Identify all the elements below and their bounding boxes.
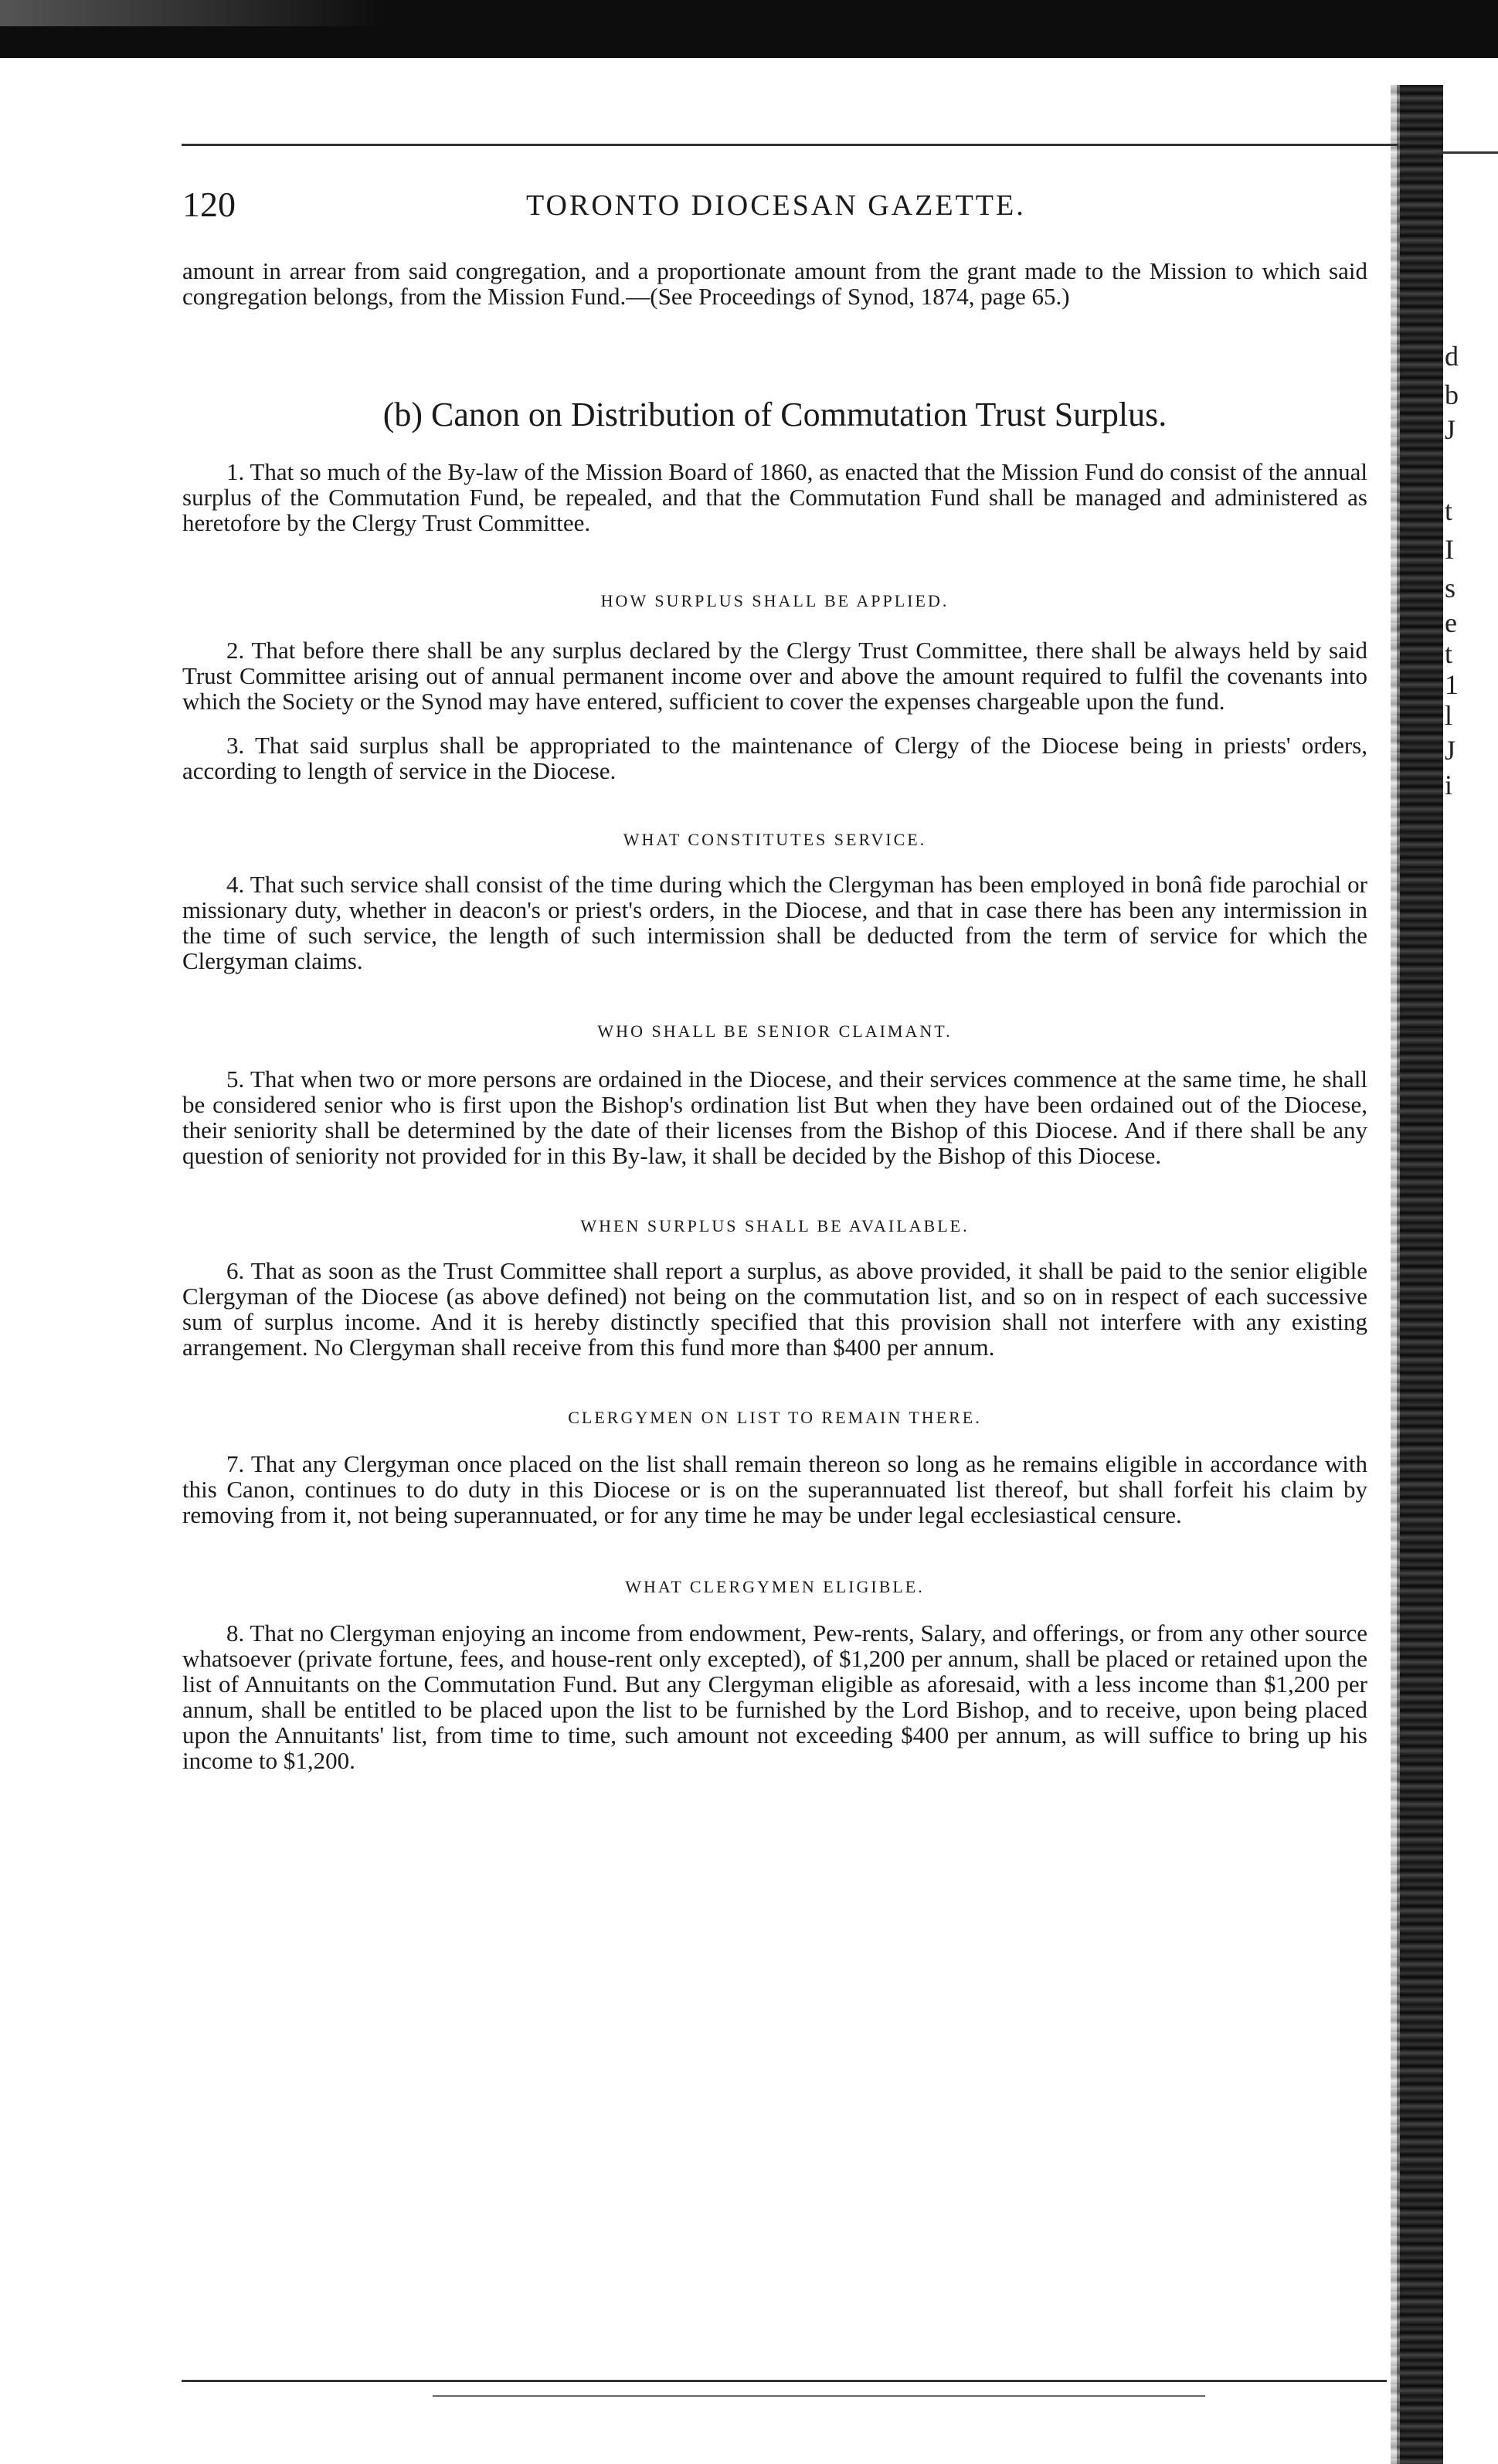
- bottom-rule: [182, 2380, 1387, 2382]
- subheading-what-constitutes: WHAT CONSTITUTES SERVICE.: [623, 830, 927, 849]
- facing-page-rule: [1437, 151, 1498, 154]
- margin-letter: d: [1445, 341, 1459, 372]
- paragraph-5: 5. That when two or more persons are ordained in the Diocese, and their services commence at the same time, he shall be considered senior who is first upon the Bishop's ordination list But when they have been ordained out of the Diocese, their seniority shall be determined by the date of their licenses from the Bishop of this Diocese. And if there shall be any question of seniority not provided for in this By-law, it shall be decided by the Bishop of this Diocese.: [182, 1065, 1367, 1169]
- page-binding-edge: [1397, 85, 1443, 2464]
- margin-letter: J: [1445, 735, 1456, 766]
- page-number: 120: [182, 185, 236, 224]
- paragraph-8: 8. That no Clergyman enjoying an income from endowment, Pew-rents, Salary, and offerings, or from any other source whatsoever (private fortune, fees, and house-rent only excepted), of $1,200 per annum, shall be placed or retained upon the list of Annuitants on the Commutation Fund. But any Clergyman eligible as aforesaid, with a less income than $1,200 per annum, shall be entitled to be placed upon the list to be furnished by the Lord Bishop, and to receive, upon being placed upon the Annuitants' list, from time to time, such amount not exceeding $400 per annum, as will suffice to bring up his income to $1,200.: [182, 1619, 1368, 1774]
- paragraph-2: 2. That before there shall be any surplus declared by the Clergy Trust Committee, there shall be always held by said Trust Committee arising out of annual permanent income over and above the amount required to fulfil the covenants into which the Society or the Synod may have entered, sufficient to cover the expenses chargeable upon the fund.: [182, 637, 1367, 715]
- subheading-how-applied: HOW SURPLUS SHALL BE APPLIED.: [600, 591, 949, 610]
- margin-letter: J: [1445, 414, 1456, 445]
- margin-letter: l: [1445, 700, 1453, 731]
- text-column: [182, 258, 1367, 1773]
- top-rule: [182, 144, 1398, 146]
- paragraph-3: 3. That said surplus shall be appropriated to the maintenance of Clergy of the Diocese being in priests' orders, according to length of service in the Diocese.: [182, 732, 1367, 784]
- section-title: (b) Canon on Distribution of Commutation Trust Surplus.: [382, 396, 1167, 433]
- margin-letter: b: [1445, 379, 1459, 410]
- paragraph-7: 7. That any Clergyman once placed on the list shall remain thereon so long as he remains eligible in accordance with this Canon, continues to do duty in this Diocese or is on the superannuated list thereof, but shall forfeit his claim by removing from it, not being superannuated, or for any time he may be under legal ecclesiastical censure.: [182, 1450, 1367, 1528]
- subheading-who-senior: WHO SHALL BE SENIOR CLAIMANT.: [597, 1021, 953, 1041]
- page-header: [182, 184, 1367, 230]
- margin-letter: s: [1445, 573, 1456, 603]
- subheading-what-eligible: WHAT CLERGYMEN ELIGIBLE.: [625, 1577, 925, 1596]
- margin-letter: 1: [1445, 669, 1459, 700]
- paragraph-4: 4. That such service shall consist of the time during which the Clergyman has been employed in bonâ fide parochial or missionary duty, whether in deacon's or priest's orders, in the Diocese, and that in case there has been any intermission in the time of such service, the length of such intermission shall be deducted from the term of service for which the Clergyman claims.: [182, 871, 1367, 974]
- scan-top-fade: [0, 0, 386, 26]
- paragraph-1: 1. That so much of the By-law of the Mission Board of 1860, as enacted that the Mission Fund do consist of the annual surplus of the Commutation Fund, be repealed, and that the Commutation Fund shall be managed and administered as heretofore by the Clergy Trust Committee.: [182, 458, 1367, 536]
- margin-letter: i: [1445, 770, 1453, 800]
- paragraph-6: 6. That as soon as the Trust Committee shall report a surplus, as above provided, it shall be paid to the senior eligible Clergyman of the Diocese (as above defined) not being on the commutation list, and so on in respect of each successive sum of surplus income. And it is hereby distinctly specified that this provision shall not interfere with any existing arrangement. No Clergyman shall receive from this fund more than $400 per annum.: [182, 1257, 1367, 1361]
- margin-letter: e: [1445, 607, 1457, 638]
- bottom-rule-thin: [433, 2395, 1205, 2397]
- intro-paragraph: amount in arrear from said congregation, and a proportionate amount from the grant made to the Mission to which said congregation belongs, from the Mission Fund.—(See Proceedings of Synod, 1874, page 65.): [182, 257, 1367, 310]
- subheading-when-available: WHEN SURPLUS SHALL BE AVAILABLE.: [580, 1216, 970, 1235]
- subheading-clergymen-on-list: CLERGYMEN ON LIST TO REMAIN THERE.: [568, 1408, 982, 1427]
- margin-letter: I: [1445, 534, 1454, 565]
- margin-letter: t: [1445, 638, 1453, 669]
- page-binding-shadow: [1391, 85, 1400, 2464]
- margin-letter: t: [1445, 495, 1453, 526]
- running-head: TORONTO DIOCESAN GAZETTE.: [526, 189, 1026, 222]
